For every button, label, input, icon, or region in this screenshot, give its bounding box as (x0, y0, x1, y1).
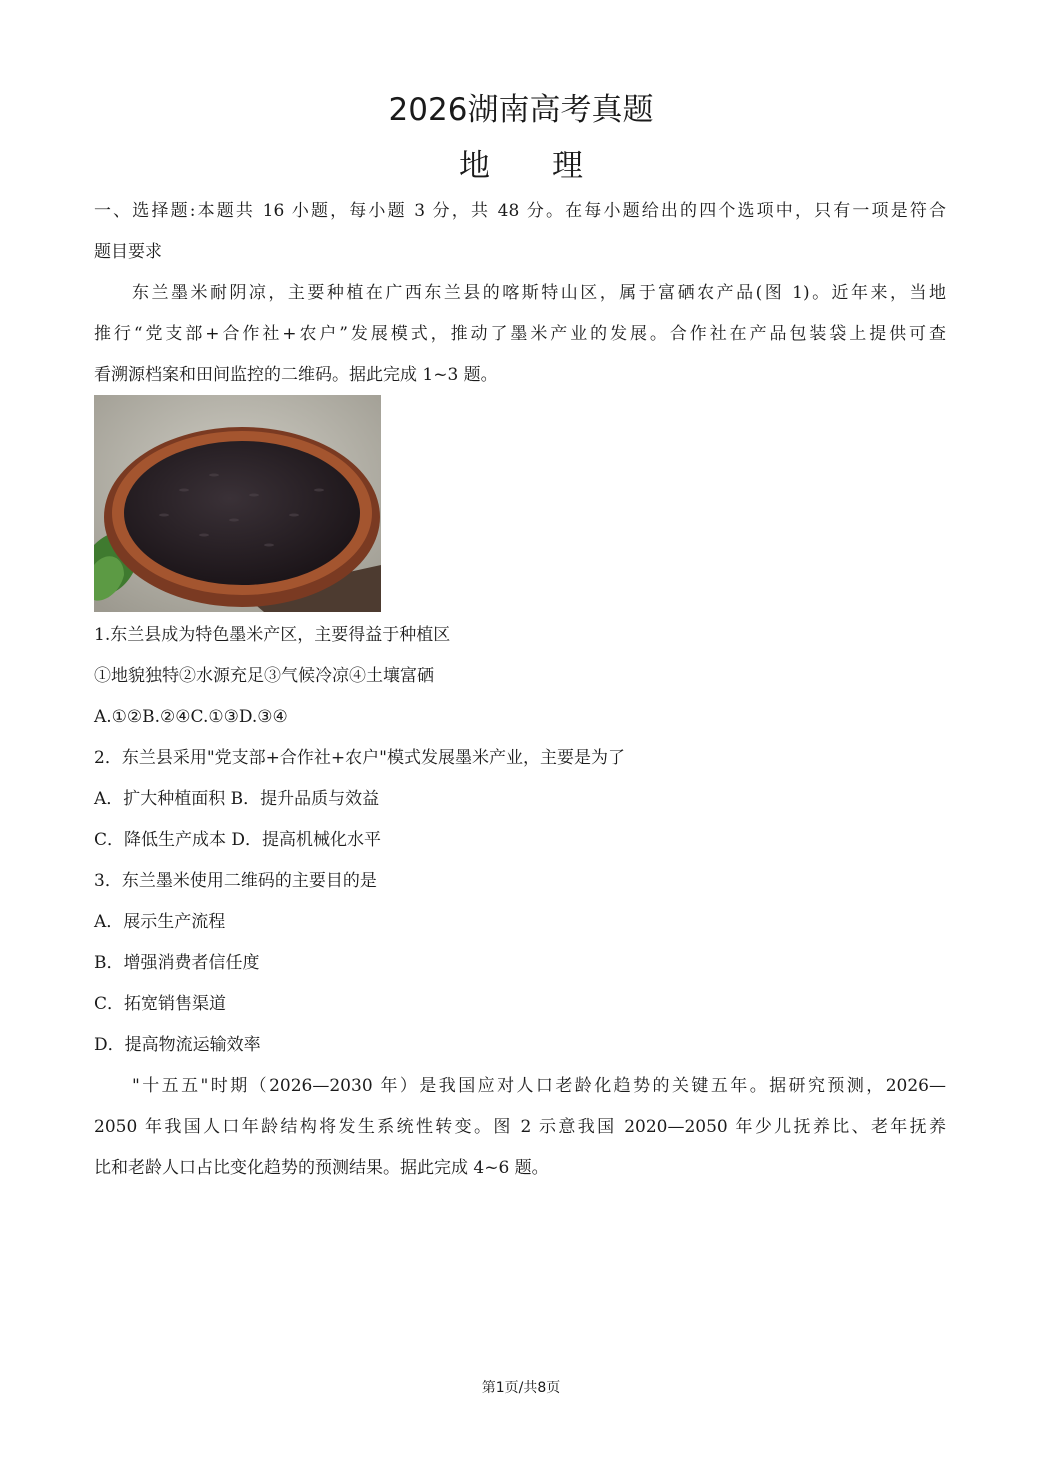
black-rice-photo (94, 395, 381, 612)
section-instruction-line-2: 题目要求 (94, 242, 162, 262)
passage2-line-1: "十五五"时期（2026—2030 年）是我国应对人口老龄化趋势的关键五年。据研究预测，2026— (132, 1076, 946, 1096)
subject-char-1: 地 (459, 148, 490, 184)
q1-stem: 1.东兰县成为特色墨米产区，主要得益于种植区 (94, 625, 451, 645)
passage1-line-3: 看溯源档案和田间监控的二维码。据此完成 1~3 题。 (94, 365, 498, 385)
q3-option-c: C．拓宽销售渠道 (94, 994, 227, 1014)
q3-option-b: B．增强消费者信任度 (94, 953, 260, 973)
page-number: 第1页/共8页 (481, 1380, 561, 1396)
q3-stem: 3．东兰墨米使用二维码的主要目的是 (94, 871, 377, 891)
black-rice-bowl-icon (94, 395, 381, 612)
q3-option-d: D．提高物流运输效率 (94, 1035, 261, 1055)
q1-options: A.①②B.②④C.①③D.③④ (94, 707, 288, 727)
section-instruction-line-1: 一、选择题:本题共 16 小题，每小题 3 分，共 48 分。在每小题给出的四个选项中，只有一项是符合 (94, 201, 946, 221)
exam-title: 2026湖南高考真题 (388, 92, 654, 128)
passage1-line-1: 东兰墨米耐阴凉，主要种植在广西东兰县的喀斯特山区，属于富硒农产品(图 1)。近年来，当地 (132, 283, 946, 303)
q2-options-ab: A．扩大种植面积 B．提升品质与效益 (94, 789, 380, 809)
q2-options-cd: C．降低生产成本 D．提高机械化水平 (94, 830, 382, 850)
q1-items: ①地貌独特②水源充足③气候冷凉④土壤富硒 (94, 666, 434, 686)
passage2-line-2: 2050 年我国人口年龄结构将发生系统性转变。图 2 示意我国 2020—2050 年少儿抚养比、老年抚养 (94, 1117, 946, 1137)
subject-char-2: 理 (552, 148, 583, 184)
subject-title (0, 144, 1042, 188)
q3-option-a: A．展示生产流程 (94, 912, 226, 932)
q2-stem: 2．东兰县采用"党支部+合作社+农户"模式发展墨米产业，主要是为了 (94, 748, 625, 768)
passage2-line-3: 比和老龄人口占比变化趋势的预测结果。据此完成 4~6 题。 (94, 1158, 549, 1178)
passage1-line-2: 推行“党支部+合作社+农户”发展模式，推动了墨米产业的发展。合作社在产品包装袋上提供可查 (94, 324, 946, 344)
